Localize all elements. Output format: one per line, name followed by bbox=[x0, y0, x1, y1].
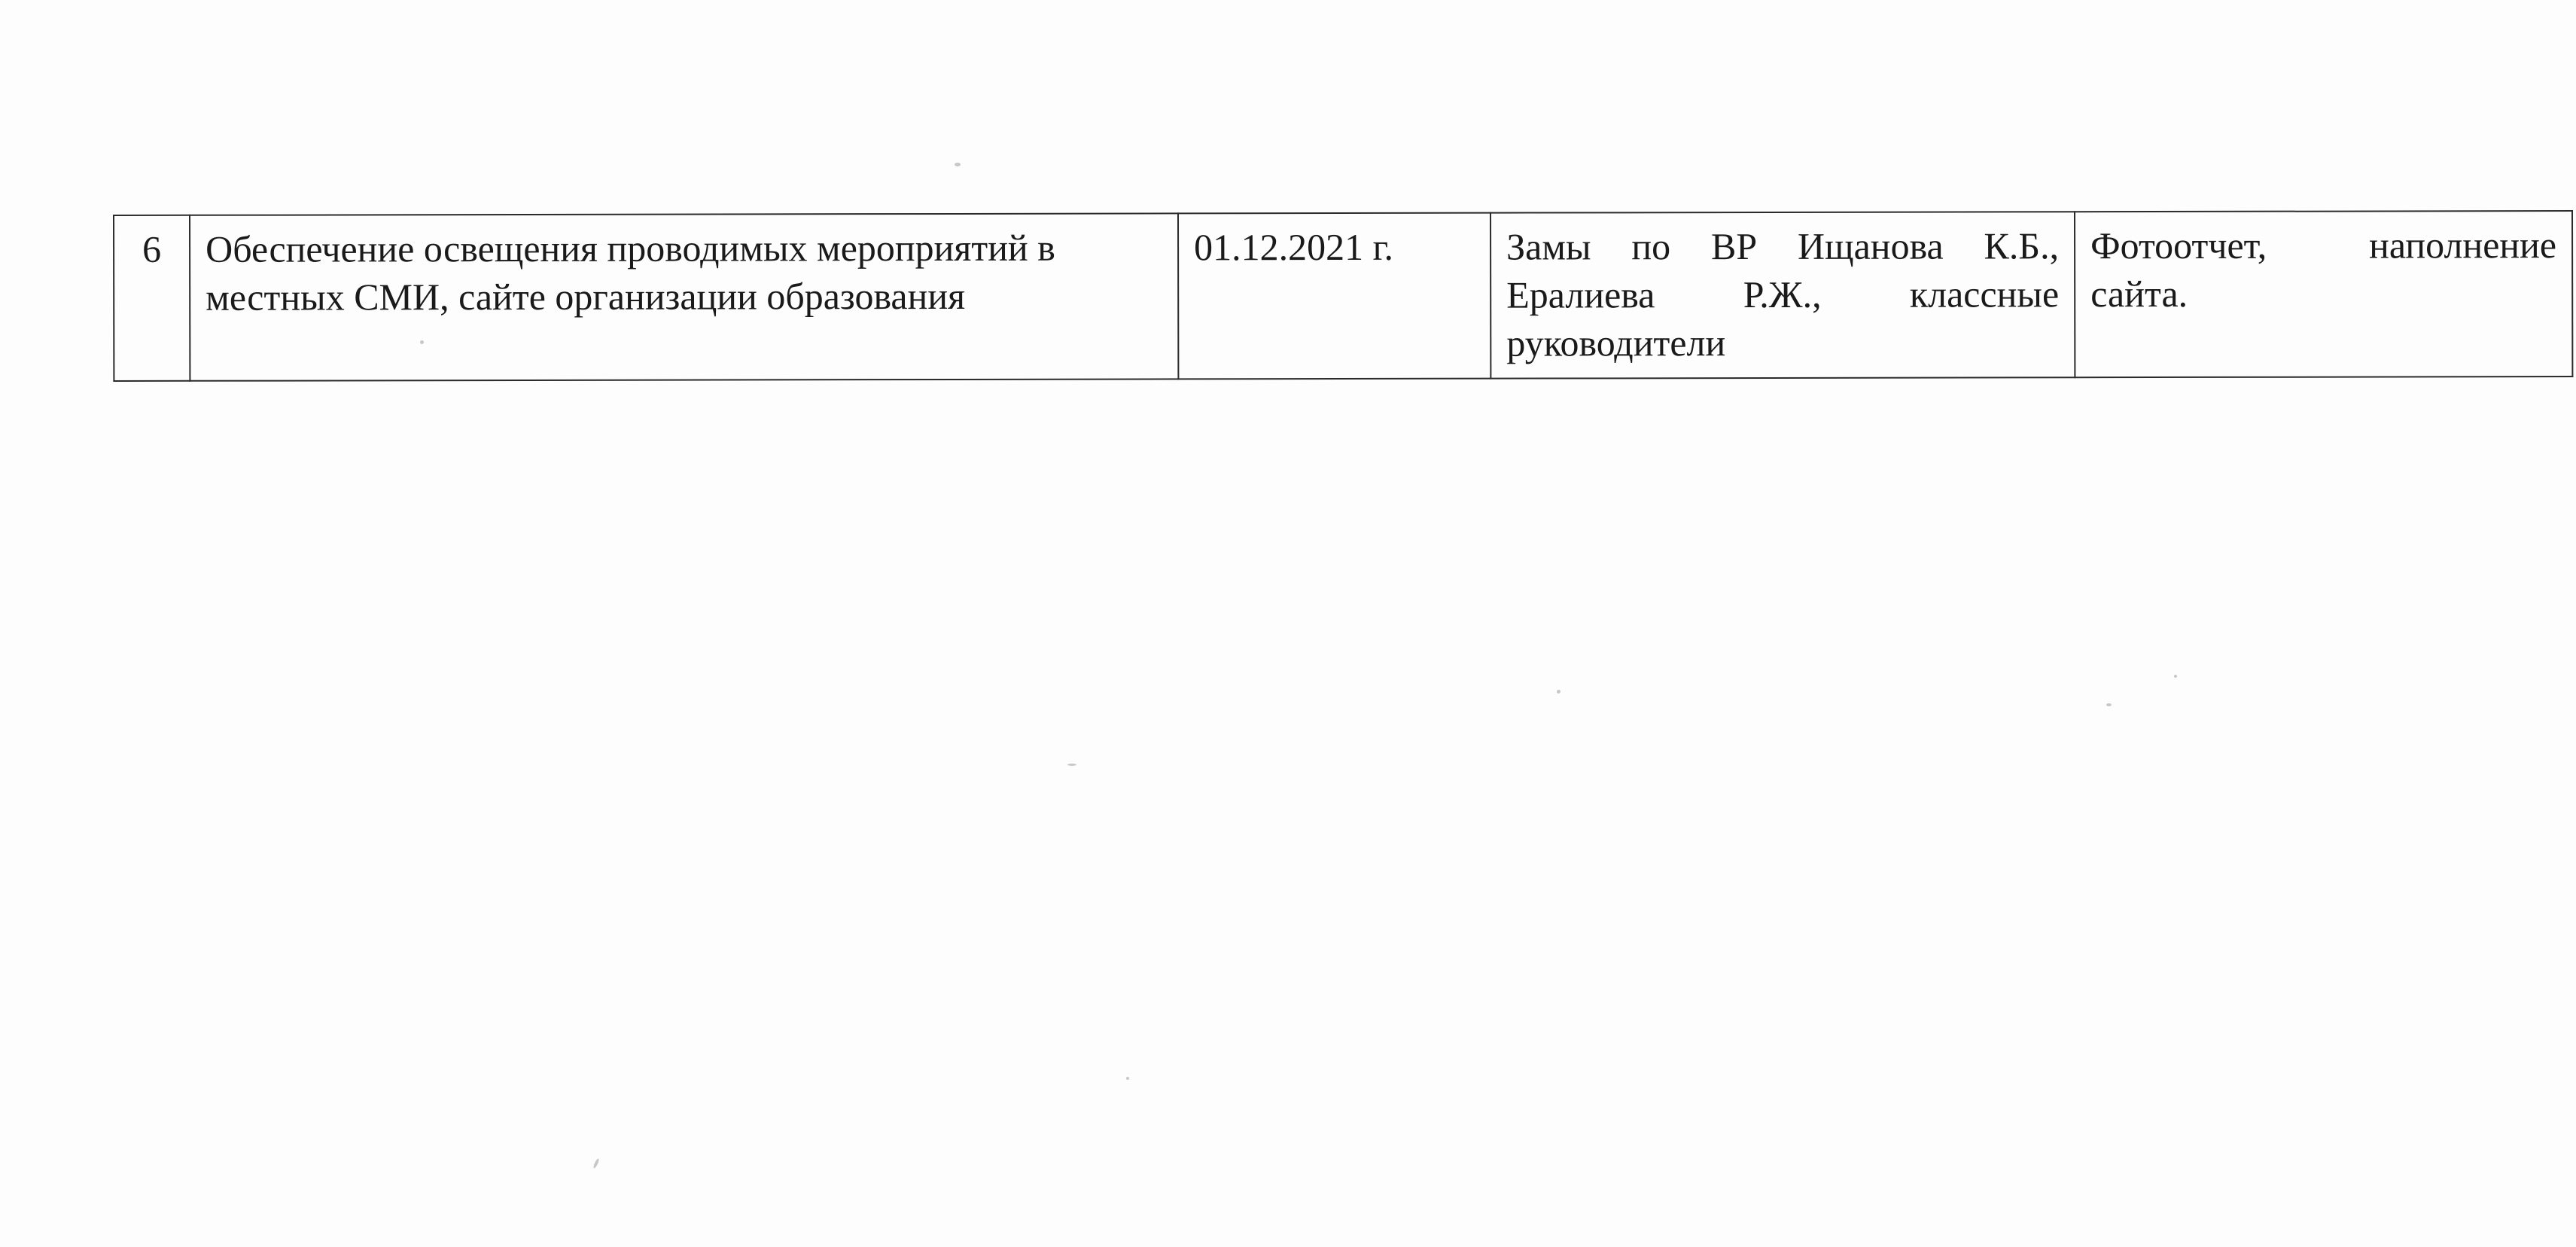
responsible-cell: Замы по ВР Ищанова К.Б., Ералиева Р.Ж., классные руководители bbox=[1490, 212, 2075, 378]
scan-speck bbox=[1126, 1077, 1129, 1080]
scan-speck bbox=[420, 340, 424, 344]
row-number-cell: 6 bbox=[114, 215, 190, 381]
scan-speck bbox=[1557, 690, 1561, 694]
scan-speck bbox=[2174, 675, 2177, 678]
event-cell: Обеспечение освещения проводимых мероприятий в местных СМИ, сайте организации образования bbox=[190, 213, 1178, 380]
completion-form-cell: Фотоотчет, наполнение сайта. bbox=[2075, 211, 2572, 377]
date-cell: 01.12.2021 г. bbox=[1178, 213, 1490, 380]
plan-table bbox=[113, 210, 2573, 382]
scan-speck bbox=[955, 163, 961, 166]
scan-speck bbox=[592, 1158, 600, 1169]
scan-speck bbox=[2106, 703, 2112, 706]
table-row bbox=[114, 211, 2572, 381]
scan-speck bbox=[1067, 764, 1076, 766]
